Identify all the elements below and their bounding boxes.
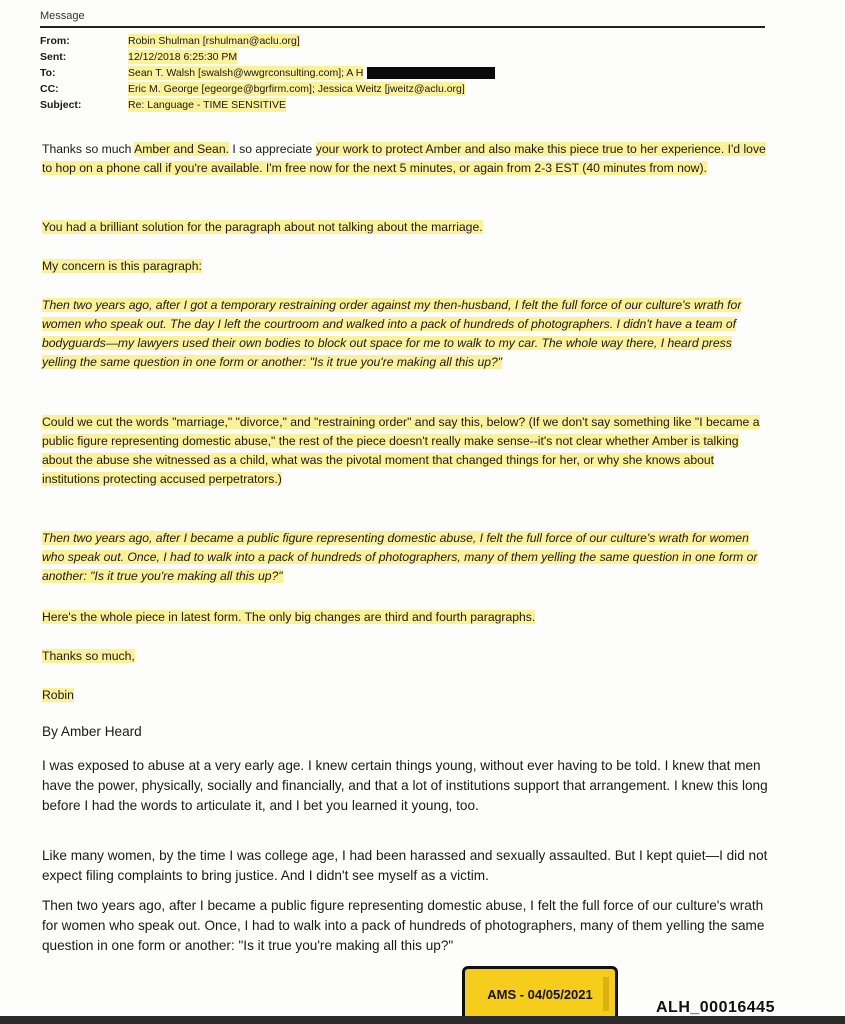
body-paragraph-7 [42, 608, 767, 627]
cc-label: CC: [40, 83, 59, 95]
p1-text-c: I so appreciate [229, 142, 316, 156]
article-paragraph-1 [42, 756, 772, 816]
article-byline: By Amber Heard [42, 724, 142, 739]
subject-value: Re: Language - TIME SENSITIVE [128, 99, 286, 111]
from-value: Robin Shulman [rshulman@aclu.org] [128, 35, 300, 47]
p4-text: Then two years ago, after I got a temporary restraining order against my then-husband, I felt the full force of our culture's wrath for women who speak out. The day I left the courtroom and walked into a pack of hundreds of photographers. I didn't have a team of bodyguards—my lawyers used their own bodies to block out space for me to walk to my car. The whole way there, I heard press yelling the same question in one form or another: "Is it true you're making all this up?" [42, 298, 742, 369]
to-row [40, 66, 495, 80]
p1-text-a: Thanks so much [42, 142, 135, 156]
sent-label: Sent: [40, 51, 67, 63]
p8-text: Thanks so much, [42, 649, 135, 663]
a3-text-a: Then two [42, 898, 98, 913]
a2-text-a: Like many women, by the time I [42, 848, 237, 863]
p3-text: My concern is this paragraph: [42, 259, 202, 273]
sent-row [40, 50, 237, 64]
p1-text-b: Amber and Sean. [134, 142, 229, 156]
body-paragraph-2 [42, 218, 767, 237]
to-value: Sean T. Walsh [swalsh@wwgrconsulting.com]; A H [128, 67, 364, 79]
message-header-title: Message [40, 10, 85, 22]
body-paragraph-5 [42, 413, 767, 489]
p6-text: Then two years ago, after I became a public figure representing domestic abuse, I felt the full force of our culture's wrath for women who speak out. Once, I had to walk into a pack of hundreds of photographers, many of them yelling the same question in one form or another: "Is it true you're making all this up?" [42, 531, 758, 583]
a3-text-b: years ago, after I became a public figure representing domestic abuse, I felt the full force of our culture's wrath for women who speak out. Once, I had to walk into a pack of hundreds of photographers, many of them yelling the same question in one form or another: "Is it true you're making all this up?" [42, 898, 765, 953]
redaction-bar [367, 67, 495, 79]
bottom-edge-bar [0, 1016, 845, 1024]
p1-text-d: your work to protect Amber and also make this piece true to her experience. I'd love to hop on a phone call if you're available. I'm free now for the next 5 minutes, or again from 2-3 EST (40 minutes from now). [42, 142, 766, 175]
sent-value: 12/12/2018 6:25:30 PM [128, 51, 238, 63]
stamp-edge-mark [603, 977, 609, 1011]
cc-value: Eric M. George [egeorge@bgrfirm.com]; Jessica Weitz [jweitz@aclu.org] [128, 83, 465, 95]
p5-text: Could we cut the words "marriage," "divorce," and "restraining order" and say this, below? (If we don't say something like "I became a public figure representing domestic abuse," the rest of the piece doesn't really make sense--it's not clear whether Amber is talking about the abuse she witnessed as a child, what was the pivotal moment that changed things for her, or why she knows about institutions protecting accused perpetrators.) [42, 415, 760, 486]
to-label: To: [40, 67, 56, 79]
body-paragraph-1 [42, 140, 767, 178]
a1-text: I was exposed to abuse at a very early age. I knew certain things young, without ever having to be told. I knew that men have the power, physically, socially and financially, and that a lot of institutions support that arrangement. I knew this long before I had the words to articulate it, and I bet you learned it young, too. [42, 758, 768, 813]
a2-text-b: was college age, I had been harassed and sexually assaulted. But I kept quiet—I did not expect filing complaints to bring justice. And I didn't see myself as a victim. [42, 848, 768, 883]
exhibit-stamp-text: AMS - 04/05/2021 [487, 987, 593, 1002]
header-divider [40, 26, 765, 28]
body-paragraph-6-quote [42, 529, 767, 586]
subject-label: Subject: [40, 99, 82, 111]
p2-text: You had a brilliant solution for the paragraph about not talking about the marriage. [42, 220, 483, 234]
cc-row [40, 82, 465, 96]
body-paragraph-3 [42, 257, 767, 276]
p7-text: Here's the whole piece in latest form. The only big changes are third and fourth paragraphs. [42, 610, 536, 624]
article-paragraph-3 [42, 896, 772, 956]
bates-number: ALH_00016445 [656, 999, 775, 1016]
subject-row [40, 98, 286, 112]
exhibit-stamp [462, 966, 618, 1022]
p9-text: Robin [42, 688, 74, 702]
from-row [40, 34, 300, 48]
body-paragraph-4-quote [42, 296, 767, 372]
body-paragraph-8 [42, 647, 767, 666]
from-label: From: [40, 35, 70, 47]
body-paragraph-9 [42, 686, 767, 705]
article-paragraph-2 [42, 846, 772, 886]
